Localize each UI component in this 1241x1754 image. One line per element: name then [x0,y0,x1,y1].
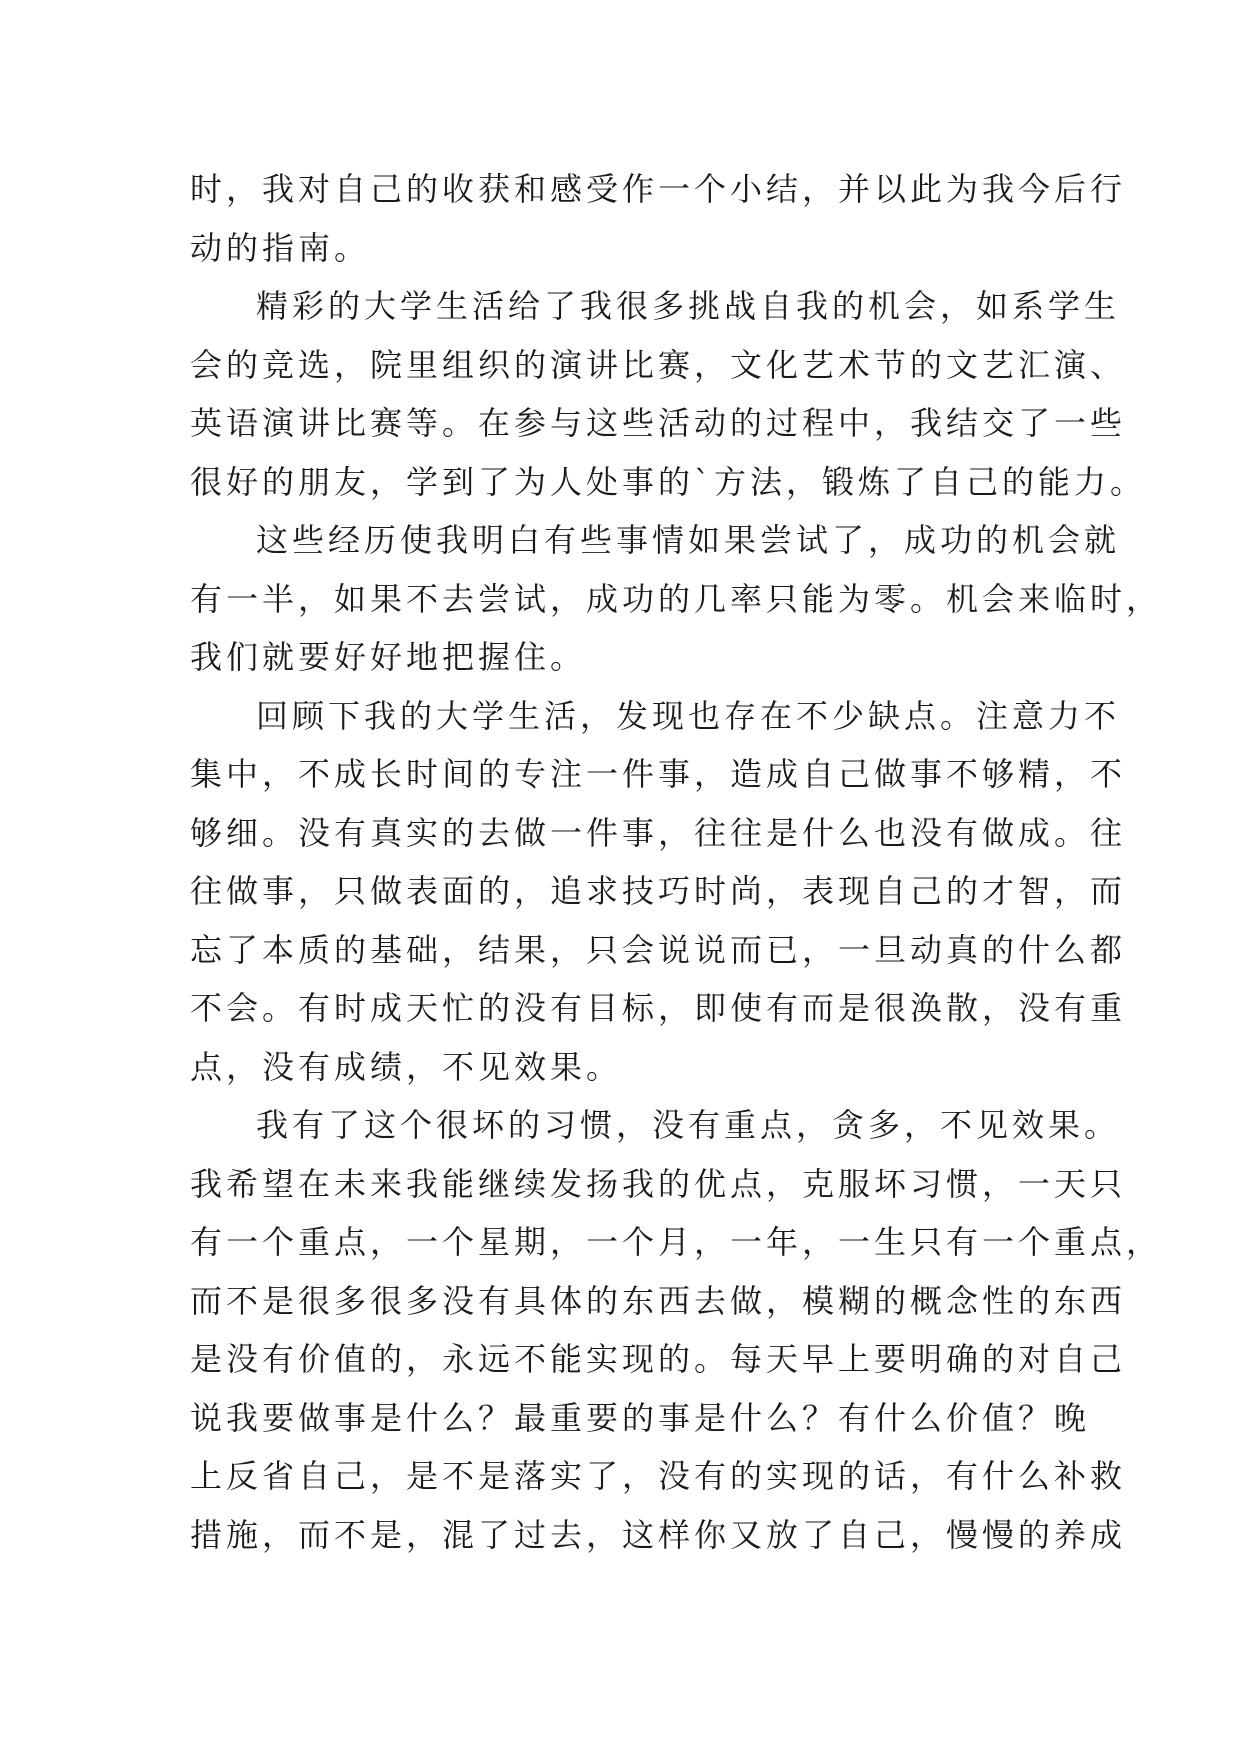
paragraph-first-line: 我有了这个很坏的习惯，没有重点，贪多，不见效果。 [256,1106,1121,1144]
paragraph-first-line: 这些经历使我明白有些事情如果尝试了，成功的机会就 [256,521,1121,559]
text-line: 而不是很多很多没有具体的东西去做，模糊的概念性的东西 [190,1281,1127,1320]
text-line: 是没有价值的，永远不能实现的。每天早上要明确的对自己 [190,1340,1127,1378]
text-line: 说我要做事是什么？最重要的事是什么？有什么价值？晚 [190,1398,1091,1437]
paragraph-first-line: 回顾下我的大学生活，发现也存在不少缺点。注意力不 [256,696,1121,735]
text-line: 有一个重点，一个星期，一个月，一年，一生只有一个重点， [190,1223,1163,1261]
text-line: 集中，不成长时间的专注一件事，造成自己做事不够精，不 [190,755,1127,793]
text-line: 我们就要好好地把握住。 [190,638,587,676]
document-body-text [190,160,1163,1564]
text-line: 很好的朋友，学到了为人处事的`方法，锻炼了自己的能力。 [190,462,1147,501]
text-line: 上反省自己，是不是落实了，没有的实现的话，有什么补救 [190,1457,1127,1495]
text-line: 措施，而不是，混了过去，这样你又放了自己，慢慢的养成 [190,1515,1127,1554]
text-line: 我希望在未来我能继续发扬我的优点，克服坏习惯，一天只 [190,1164,1127,1203]
text-line: 点，没有成绩，不见效果。 [190,1047,623,1086]
text-line: 英语演讲比赛等。在参与这些活动的过程中，我结交了一些 [190,404,1127,442]
text-line: 往做事，只做表面的，追求技巧时尚，表现自己的才智，而 [190,872,1127,910]
text-line: 时，我对自己的收获和感受作一个小结，并以此为我今后行 [190,170,1127,208]
text-line: 会的竞选，院里组织的演讲比赛，文化艺术节的文艺汇演、 [190,345,1127,384]
paragraph-first-line: 精彩的大学生活给了我很多挑战自我的机会，如系学生 [256,287,1121,325]
text-line: 动的指南。 [190,228,371,267]
text-line: 不会。有时成天忙的没有目标，即使有而是很涣散，没有重 [190,989,1127,1027]
text-line: 有一半，如果不去尝试，成功的几率只能为零。机会来临时， [190,579,1163,618]
text-line: 够细。没有真实的去做一件事，往往是什么也没有做成。往 [190,813,1127,852]
text-line: 忘了本质的基础，结果，只会说说而已，一旦动真的什么都 [190,930,1127,969]
